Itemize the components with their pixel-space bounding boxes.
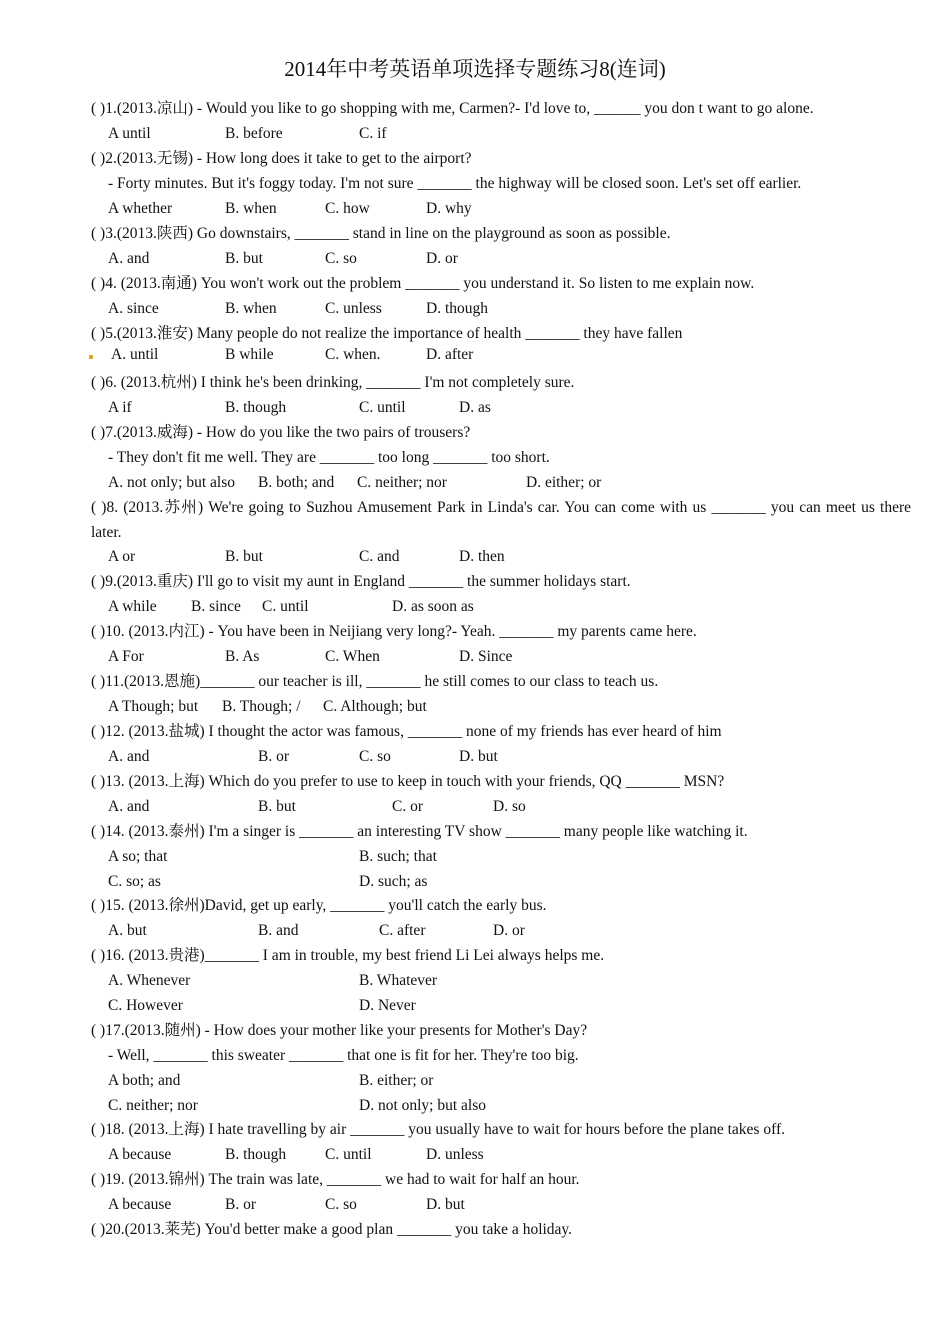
question-14-stem: ( )14. (2013.泰州) I'm a singer is _______ an interesting TV show _______ many people like watching it. — [91, 823, 748, 840]
question-4-stem: ( )4. (2013.南通) You won't work out the problem _______ you understand it. So listen to me explain now. — [91, 275, 755, 292]
question-6-option-a: A if — [108, 399, 132, 416]
question-17-stem: ( )17.(2013.随州) - How does your mother like your presents for Mother's Day? — [91, 1022, 588, 1039]
question-2-stem: ( )2.(2013.无锡) - How long does it take to get to the airport? — [91, 150, 472, 167]
stray-mark — [89, 355, 93, 359]
question-11-stem: ( )11.(2013.恩施)_______ our teacher is ill, _______ he still comes to our class to teach us. — [91, 673, 659, 690]
question-12-option-c: C. so — [359, 748, 391, 765]
question-3-option-d: D. or — [426, 250, 458, 267]
question-17-option-c: C. neither; nor — [108, 1097, 198, 1114]
question-16-option-d: D. Never — [359, 997, 416, 1014]
question-2-option-a: A whether — [108, 200, 173, 217]
question-15-option-d: D. or — [493, 922, 525, 939]
question-18-option-b: B. though — [225, 1146, 287, 1163]
question-19-option-d: D. but — [426, 1196, 465, 1213]
question-14-option-c: C. so; as — [108, 873, 161, 890]
question-18-option-a: A because — [108, 1146, 172, 1163]
question-10-option-a: A For — [108, 648, 144, 665]
question-9-option-b: B. since — [191, 598, 241, 615]
question-16-option-a: A. Whenever — [108, 972, 191, 989]
question-17-option-a: A both; and — [108, 1072, 181, 1089]
question-7-option-d: D. either; or — [526, 474, 602, 491]
question-20-stem: ( )20.(2013.莱芜) You'd better make a good plan _______ you take a holiday. — [91, 1221, 573, 1238]
question-1-stem: ( )1.(2013.凉山) - Would you like to go shopping with me, Carmen?- I'd love to, ______ you don t want to go alone. — [91, 100, 814, 117]
question-6-option-c: C. until — [359, 399, 406, 416]
question-9-option-d: D. as soon as — [392, 598, 474, 615]
question-12-option-b: B. or — [258, 748, 289, 765]
question-15-option-b: B. and — [258, 922, 299, 939]
question-14-option-b: B. such; that — [359, 848, 437, 865]
question-19-stem: ( )19. (2013.锦州) The train was late, _______ we had to wait for half an hour. — [91, 1171, 580, 1188]
question-3-option-a: A. and — [108, 250, 150, 267]
question-12-stem: ( )12. (2013.盐城) I thought the actor was famous, _______ none of my friends has ever heard of him — [91, 723, 722, 740]
question-15-option-a: A. but — [108, 922, 147, 939]
question-6-stem: ( )6. (2013.杭州) I think he's been drinking, _______ I'm not completely sure. — [91, 374, 575, 391]
question-10-stem: ( )10. (2013.内江) - You have been in Neijiang very long?- Yeah. _______ my parents came here. — [91, 623, 697, 640]
question-16-stem: ( )16. (2013.贵港)_______ I am in trouble, my best friend Li Lei always helps me. — [91, 947, 605, 964]
question-3-option-c: C. so — [325, 250, 357, 267]
question-12-option-d: D. but — [459, 748, 498, 765]
question-13-option-c: C. or — [392, 798, 423, 815]
question-18-stem: ( )18. (2013.上海) I hate travelling by air _______ you usually have to wait for hours before the plane takes off. — [91, 1121, 786, 1138]
question-9-option-c: C. until — [262, 598, 309, 615]
question-8-option-a: A or — [108, 548, 136, 565]
question-5-stem: ( )5.(2013.淮安) Many people do not realize the importance of health _______ they have fallen — [91, 325, 683, 342]
question-14-option-d: D. such; as — [359, 873, 428, 890]
question-4-option-a: A. since — [108, 300, 159, 317]
question-8-option-d: D. then — [459, 548, 505, 565]
question-10-option-d: D. Since — [459, 648, 513, 665]
question-5-option-a: A. until — [111, 346, 159, 363]
question-7-stem: ( )7.(2013.威海) - How do you like the two pairs of trousers? — [91, 424, 471, 441]
question-13-option-d: D. so — [493, 798, 526, 815]
question-6-option-d: D. as — [459, 399, 491, 416]
question-11-option-c: C. Although; but — [323, 698, 427, 715]
question-10-option-c: C. When — [325, 648, 380, 665]
question-6-option-b: B. though — [225, 399, 287, 416]
question-2-option-d: D. why — [426, 200, 472, 217]
question-8-option-b: B. but — [225, 548, 263, 565]
question-2-stem-line2: - Forty minutes. But it's foggy today. I'm not sure _______ the highway will be closed soon. Let's set off earlier. — [108, 175, 802, 192]
question-8-option-c: C. and — [359, 548, 400, 565]
question-8-stem: ( )8. (2013.苏州) We're going to Suzhou Amusement Park in Linda's car. You can come with us _______ you can meet us there later. — [91, 499, 911, 541]
question-13-option-b: B. but — [258, 798, 296, 815]
question-5-option-c: C. when. — [325, 346, 381, 363]
question-1-option-c: C. if — [359, 125, 387, 142]
question-9-option-a: A while — [108, 598, 157, 615]
question-4-option-b: B. when — [225, 300, 277, 317]
question-15-option-c: C. after — [379, 922, 426, 939]
question-9-stem: ( )9.(2013.重庆) I'll go to visit my aunt in England _______ the summer holidays start. — [91, 573, 631, 590]
question-7-stem-line2: - They don't fit me well. They are _______ too long _______ too short. — [108, 449, 550, 466]
question-16-option-c: C. However — [108, 997, 183, 1014]
question-11-option-b: B. Though; / — [222, 698, 301, 715]
question-13-stem: ( )13. (2013.上海) Which do you prefer to use to keep in touch with your friends, QQ _______ MSN? — [91, 773, 725, 790]
question-1-option-a: A until — [108, 125, 151, 142]
question-19-option-c: C. so — [325, 1196, 357, 1213]
question-17-option-d: D. not only; but also — [359, 1097, 487, 1114]
question-15-stem: ( )15. (2013.徐州)David, get up early, _______ you'll catch the early bus. — [91, 897, 547, 914]
question-5-option-b: B while — [225, 346, 274, 363]
question-4-option-c: C. unless — [325, 300, 382, 317]
question-10-option-b: B. As — [225, 648, 260, 665]
question-4-option-d: D. though — [426, 300, 488, 317]
page-title: 2014年中考英语单项选择专题练习8(连词) — [284, 57, 666, 81]
question-18-option-d: D. unless — [426, 1146, 484, 1163]
question-5-option-d: D. after — [426, 346, 474, 363]
question-19-option-b: B. or — [225, 1196, 256, 1213]
question-17-stem-line2: - Well, _______ this sweater _______ that one is fit for her. They're too big. — [108, 1047, 579, 1064]
question-7-option-c: C. neither; nor — [357, 474, 447, 491]
question-11-option-a: A Though; but — [108, 698, 199, 715]
question-7-option-b: B. both; and — [258, 474, 335, 491]
question-16-option-b: B. Whatever — [359, 972, 438, 989]
question-12-option-a: A. and — [108, 748, 150, 765]
question-3-option-b: B. but — [225, 250, 263, 267]
question-3-stem: ( )3.(2013.陕西) Go downstairs, _______ stand in line on the playground as soon as possible. — [91, 225, 671, 242]
question-2-option-b: B. when — [225, 200, 277, 217]
question-17-option-b: B. either; or — [359, 1072, 434, 1089]
question-14-option-a: A so; that — [108, 848, 168, 865]
question-2-option-c: C. how — [325, 200, 370, 217]
question-19-option-a: A because — [108, 1196, 172, 1213]
question-18-option-c: C. until — [325, 1146, 372, 1163]
question-1-option-b: B. before — [225, 125, 283, 142]
question-13-option-a: A. and — [108, 798, 150, 815]
question-7-option-a: A. not only; but also — [108, 474, 236, 491]
